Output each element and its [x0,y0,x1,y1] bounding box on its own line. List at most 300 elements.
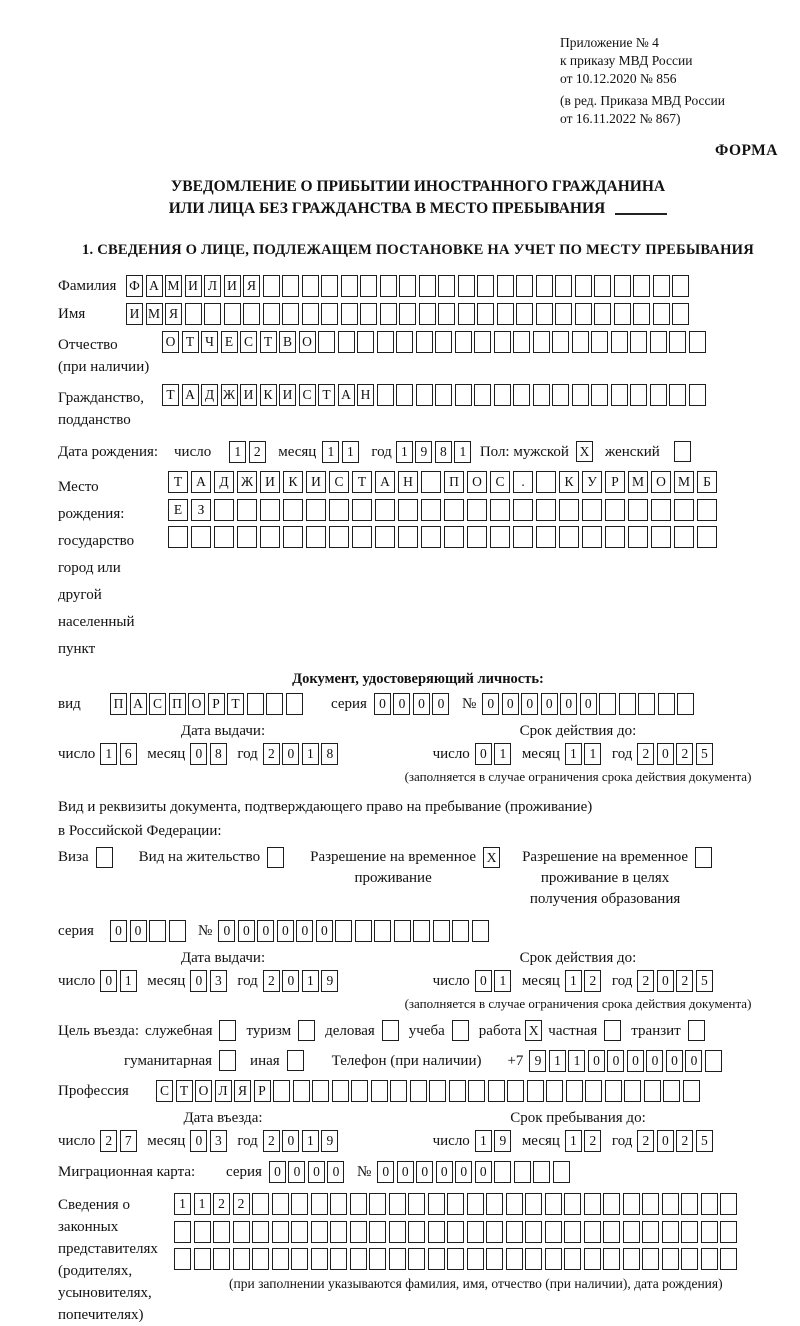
form-cell[interactable] [416,331,433,353]
form-cell[interactable]: 0 [374,693,391,715]
form-cell[interactable]: 5 [696,1130,713,1152]
form-cell[interactable]: 1 [549,1050,566,1072]
form-cell[interactable] [642,1193,659,1215]
form-cell[interactable] [536,275,553,297]
form-cell[interactable]: Ф [126,275,143,297]
form-cell[interactable] [291,1221,308,1243]
form-cell[interactable]: П [110,693,127,715]
form-cell[interactable] [697,526,717,548]
form-cell[interactable] [701,1221,718,1243]
form-cell[interactable]: 1 [322,441,339,463]
form-cell[interactable]: М [628,471,648,493]
profession-cells[interactable] [156,1080,702,1102]
form-cell[interactable]: 0 [282,1130,299,1152]
form-cell[interactable] [311,1193,328,1215]
form-cell[interactable]: Н [357,384,374,406]
form-cell[interactable] [513,331,530,353]
form-cell[interactable] [564,1221,581,1243]
form-cell[interactable]: 0 [218,920,235,942]
form-cell[interactable] [650,331,667,353]
form-cell[interactable]: А [146,275,163,297]
form-cell[interactable] [410,1080,427,1102]
form-cell[interactable]: 8 [321,743,338,765]
migration-number-cells[interactable] [377,1161,572,1183]
form-cell[interactable] [572,384,589,406]
form-cell[interactable]: Д [214,471,234,493]
form-cell[interactable] [352,526,372,548]
form-cell[interactable] [623,1221,640,1243]
form-cell[interactable] [467,1221,484,1243]
patronymic-cells[interactable] [162,331,708,353]
doc-number-cells[interactable] [482,693,697,715]
form-cell[interactable]: 9 [321,970,338,992]
doc-valid-month[interactable] [565,743,604,765]
form-cell[interactable] [355,920,372,942]
form-cell[interactable]: И [185,275,202,297]
form-cell[interactable] [701,1193,718,1215]
form-cell[interactable]: 2 [637,970,654,992]
form-cell[interactable] [662,1248,679,1270]
form-cell[interactable]: П [169,693,186,715]
form-cell[interactable]: 0 [296,920,313,942]
stay-month[interactable] [565,1130,604,1152]
form-cell[interactable]: 8 [210,743,227,765]
form-cell[interactable]: Е [168,499,188,521]
migration-series-cells[interactable] [269,1161,347,1183]
form-cell[interactable]: 0 [110,920,127,942]
birth-place-row2[interactable] [168,499,720,521]
form-cell[interactable]: Е [221,331,238,353]
form-cell[interactable]: 3 [210,970,227,992]
form-cell[interactable]: И [126,303,143,325]
residence-series-cells[interactable] [110,920,188,942]
form-cell[interactable] [447,1248,464,1270]
doc-issue-month[interactable] [190,743,229,765]
representatives-row3[interactable] [174,1248,740,1270]
form-cell[interactable] [525,1221,542,1243]
form-cell[interactable]: О [162,331,179,353]
purpose-study-checkbox[interactable] [452,1020,469,1041]
form-cell[interactable]: 2 [100,1130,117,1152]
form-cell[interactable]: Б [697,471,717,493]
form-cell[interactable] [611,384,628,406]
form-cell[interactable] [185,303,202,325]
form-cell[interactable]: Ж [221,384,238,406]
form-cell[interactable] [651,499,671,521]
stay-day[interactable] [475,1130,514,1152]
form-cell[interactable]: 0 [580,693,597,715]
form-cell[interactable] [681,1248,698,1270]
residence-issue-month[interactable] [190,970,229,992]
form-cell[interactable]: 1 [302,1130,319,1152]
form-cell[interactable] [428,1248,445,1270]
form-cell[interactable] [191,526,211,548]
form-cell[interactable]: Т [168,471,188,493]
form-cell[interactable] [494,384,511,406]
form-cell[interactable] [642,1221,659,1243]
form-cell[interactable]: О [195,1080,212,1102]
form-cell[interactable]: 9 [529,1050,546,1072]
form-cell[interactable] [321,275,338,297]
form-cell[interactable] [352,499,372,521]
form-cell[interactable] [677,693,694,715]
form-cell[interactable] [428,1221,445,1243]
form-cell[interactable] [350,1248,367,1270]
form-cell[interactable] [720,1221,737,1243]
form-cell[interactable] [380,275,397,297]
form-cell[interactable] [514,1161,531,1183]
form-cell[interactable]: 9 [494,1130,511,1152]
form-cell[interactable] [330,1248,347,1270]
form-cell[interactable]: 0 [377,1161,394,1183]
form-cell[interactable] [689,384,706,406]
form-cell[interactable] [252,1221,269,1243]
form-cell[interactable] [623,1248,640,1270]
form-cell[interactable]: 1 [565,970,582,992]
form-cell[interactable] [611,331,628,353]
form-cell[interactable] [553,1161,570,1183]
form-cell[interactable]: Л [215,1080,232,1102]
form-cell[interactable] [662,1221,679,1243]
form-cell[interactable] [552,331,569,353]
form-cell[interactable] [449,1080,466,1102]
form-cell[interactable] [260,499,280,521]
form-cell[interactable] [545,1248,562,1270]
form-cell[interactable]: 0 [541,693,558,715]
form-cell[interactable] [399,303,416,325]
form-cell[interactable]: 8 [435,441,452,463]
sex-male-checkbox[interactable]: X [576,441,593,462]
residence-valid-year[interactable] [637,970,715,992]
form-cell[interactable]: 0 [316,920,333,942]
form-cell[interactable] [350,1193,367,1215]
form-cell[interactable] [360,275,377,297]
form-cell[interactable]: Р [208,693,225,715]
form-cell[interactable] [525,1193,542,1215]
form-cell[interactable] [630,384,647,406]
form-cell[interactable] [720,1193,737,1215]
form-cell[interactable] [575,303,592,325]
form-cell[interactable] [497,303,514,325]
form-cell[interactable] [447,1193,464,1215]
form-cell[interactable]: А [375,471,395,493]
form-cell[interactable] [224,303,241,325]
form-cell[interactable]: 0 [502,693,519,715]
form-cell[interactable] [455,331,472,353]
form-cell[interactable]: Я [165,303,182,325]
form-cell[interactable] [582,526,602,548]
purpose-business-checkbox[interactable] [382,1020,399,1041]
form-cell[interactable] [204,303,221,325]
doc-kind-cells[interactable] [110,693,305,715]
form-cell[interactable]: 1 [494,970,511,992]
form-cell[interactable]: 0 [436,1161,453,1183]
form-cell[interactable]: 1 [565,1130,582,1152]
form-cell[interactable]: К [260,384,277,406]
form-cell[interactable] [536,499,556,521]
form-cell[interactable]: 0 [588,1050,605,1072]
form-cell[interactable]: 1 [100,743,117,765]
form-cell[interactable]: Т [260,331,277,353]
form-cell[interactable] [663,1080,680,1102]
form-cell[interactable] [614,275,631,297]
entry-year[interactable] [263,1130,341,1152]
surname-cells[interactable] [126,275,692,297]
form-cell[interactable]: 2 [676,1130,693,1152]
form-cell[interactable] [559,499,579,521]
form-cell[interactable]: 0 [282,970,299,992]
form-cell[interactable]: О [299,331,316,353]
doc-issue-year[interactable] [263,743,341,765]
form-cell[interactable] [214,499,234,521]
form-cell[interactable] [291,1248,308,1270]
form-cell[interactable] [630,331,647,353]
representatives-row2[interactable] [174,1221,740,1243]
form-cell[interactable] [260,526,280,548]
citizenship-cells[interactable] [162,384,708,406]
form-cell[interactable] [394,920,411,942]
form-cell[interactable] [584,1248,601,1270]
purpose-work-checkbox[interactable]: X [525,1020,542,1041]
form-cell[interactable] [525,1248,542,1270]
form-cell[interactable] [689,331,706,353]
form-cell[interactable] [467,526,487,548]
form-cell[interactable]: 0 [413,693,430,715]
form-cell[interactable] [477,303,494,325]
form-cell[interactable]: 0 [475,743,492,765]
form-cell[interactable]: 1 [120,970,137,992]
form-cell[interactable] [701,1248,718,1270]
form-cell[interactable]: Ч [201,331,218,353]
form-cell[interactable] [389,1248,406,1270]
form-cell[interactable]: Т [176,1080,193,1102]
form-cell[interactable] [408,1248,425,1270]
birth-place-row1[interactable] [168,471,720,493]
birth-place-row3[interactable] [168,526,720,548]
form-cell[interactable] [594,303,611,325]
form-cell[interactable] [467,499,487,521]
form-cell[interactable] [507,1080,524,1102]
form-cell[interactable] [533,331,550,353]
form-cell[interactable]: А [191,471,211,493]
form-cell[interactable]: 0 [560,693,577,715]
form-cell[interactable]: Ж [237,471,257,493]
form-cell[interactable] [169,920,186,942]
form-cell[interactable]: 2 [233,1193,250,1215]
form-cell[interactable] [318,331,335,353]
form-cell[interactable] [330,1193,347,1215]
form-cell[interactable] [605,1080,622,1102]
form-cell[interactable] [399,275,416,297]
form-cell[interactable]: С [156,1080,173,1102]
form-cell[interactable]: 2 [637,1130,654,1152]
form-cell[interactable] [605,499,625,521]
form-cell[interactable] [374,920,391,942]
form-cell[interactable] [371,1080,388,1102]
form-cell[interactable] [377,331,394,353]
form-cell[interactable]: 0 [269,1161,286,1183]
form-cell[interactable]: Т [318,384,335,406]
form-cell[interactable] [237,499,257,521]
form-cell[interactable] [286,693,303,715]
form-cell[interactable] [369,1248,386,1270]
form-cell[interactable]: 0 [685,1050,702,1072]
form-cell[interactable]: С [149,693,166,715]
form-cell[interactable] [447,1221,464,1243]
form-cell[interactable] [546,1080,563,1102]
form-cell[interactable]: И [279,384,296,406]
form-cell[interactable]: 7 [120,1130,137,1152]
form-cell[interactable] [291,1193,308,1215]
form-cell[interactable] [488,1080,505,1102]
form-cell[interactable] [252,1248,269,1270]
form-cell[interactable]: 0 [393,693,410,715]
form-cell[interactable] [306,499,326,521]
form-cell[interactable] [455,384,472,406]
form-cell[interactable]: 2 [584,970,601,992]
residence-issue-day[interactable] [100,970,139,992]
form-cell[interactable] [533,384,550,406]
form-cell[interactable]: 0 [257,920,274,942]
birth-year-cells[interactable] [396,441,474,463]
form-cell[interactable] [506,1248,523,1270]
form-cell[interactable] [669,384,686,406]
doc-valid-year[interactable] [637,743,715,765]
form-cell[interactable] [329,499,349,521]
form-cell[interactable]: П [444,471,464,493]
form-cell[interactable] [375,526,395,548]
form-cell[interactable] [435,384,452,406]
form-cell[interactable] [605,526,625,548]
form-cell[interactable]: 0 [100,970,117,992]
form-cell[interactable]: 0 [657,743,674,765]
form-cell[interactable] [419,303,436,325]
form-cell[interactable] [421,526,441,548]
form-cell[interactable]: 9 [415,441,432,463]
form-cell[interactable] [653,303,670,325]
residence-permit-checkbox[interactable] [267,847,284,868]
form-cell[interactable]: 1 [229,441,246,463]
form-cell[interactable] [243,303,260,325]
form-cell[interactable]: 5 [696,743,713,765]
form-cell[interactable]: О [188,693,205,715]
form-cell[interactable] [429,1080,446,1102]
form-cell[interactable] [681,1221,698,1243]
form-cell[interactable] [555,303,572,325]
form-cell[interactable] [474,384,491,406]
form-cell[interactable] [369,1193,386,1215]
form-cell[interactable] [263,303,280,325]
form-cell[interactable] [214,526,234,548]
form-cell[interactable] [584,1221,601,1243]
form-cell[interactable]: К [559,471,579,493]
form-cell[interactable]: 0 [482,693,499,715]
form-cell[interactable]: А [338,384,355,406]
form-cell[interactable] [390,1080,407,1102]
form-cell[interactable] [536,303,553,325]
form-cell[interactable] [321,303,338,325]
form-cell[interactable] [398,526,418,548]
form-cell[interactable]: В [279,331,296,353]
form-cell[interactable] [669,331,686,353]
form-cell[interactable] [168,526,188,548]
form-cell[interactable] [233,1248,250,1270]
form-cell[interactable]: 0 [521,693,538,715]
form-cell[interactable] [545,1221,562,1243]
form-cell[interactable] [516,303,533,325]
form-cell[interactable] [283,526,303,548]
form-cell[interactable] [377,384,394,406]
form-cell[interactable] [672,303,689,325]
purpose-humanitarian-checkbox[interactable] [219,1050,236,1071]
form-cell[interactable] [194,1221,211,1243]
form-cell[interactable] [566,1080,583,1102]
form-cell[interactable] [614,303,631,325]
form-cell[interactable] [650,384,667,406]
form-cell[interactable] [435,331,452,353]
form-cell[interactable]: 0 [190,1130,207,1152]
form-cell[interactable]: Р [254,1080,271,1102]
form-cell[interactable] [311,1221,328,1243]
form-cell[interactable] [375,499,395,521]
form-cell[interactable] [213,1248,230,1270]
form-cell[interactable] [272,1221,289,1243]
form-cell[interactable]: 0 [666,1050,683,1072]
form-cell[interactable]: 1 [565,743,582,765]
form-cell[interactable] [572,331,589,353]
form-cell[interactable] [174,1221,191,1243]
phone-cells[interactable] [529,1050,724,1072]
form-cell[interactable] [408,1221,425,1243]
form-cell[interactable]: Н [398,471,418,493]
form-cell[interactable]: 2 [676,970,693,992]
form-cell[interactable] [282,275,299,297]
form-cell[interactable] [584,1193,601,1215]
form-cell[interactable] [444,499,464,521]
form-cell[interactable] [638,693,655,715]
form-cell[interactable]: 1 [174,1193,191,1215]
form-cell[interactable] [486,1193,503,1215]
form-cell[interactable] [194,1248,211,1270]
form-cell[interactable]: С [329,471,349,493]
form-cell[interactable] [396,331,413,353]
form-cell[interactable]: И [240,384,257,406]
form-cell[interactable]: И [224,275,241,297]
form-cell[interactable]: 0 [646,1050,663,1072]
form-cell[interactable] [332,1080,349,1102]
form-cell[interactable] [564,1193,581,1215]
form-cell[interactable] [369,1221,386,1243]
form-cell[interactable] [389,1193,406,1215]
form-cell[interactable] [380,303,397,325]
form-cell[interactable]: 0 [416,1161,433,1183]
form-cell[interactable] [603,1248,620,1270]
form-cell[interactable]: 2 [263,743,280,765]
form-cell[interactable] [329,526,349,548]
form-cell[interactable]: 0 [397,1161,414,1183]
form-cell[interactable] [497,275,514,297]
form-cell[interactable]: 1 [302,743,319,765]
form-cell[interactable] [494,331,511,353]
residence-issue-year[interactable] [263,970,341,992]
form-cell[interactable] [293,1080,310,1102]
birth-month-cells[interactable] [322,441,361,463]
form-cell[interactable] [458,275,475,297]
form-cell[interactable] [658,693,675,715]
form-cell[interactable] [536,526,556,548]
form-cell[interactable]: 1 [342,441,359,463]
form-cell[interactable] [272,1248,289,1270]
